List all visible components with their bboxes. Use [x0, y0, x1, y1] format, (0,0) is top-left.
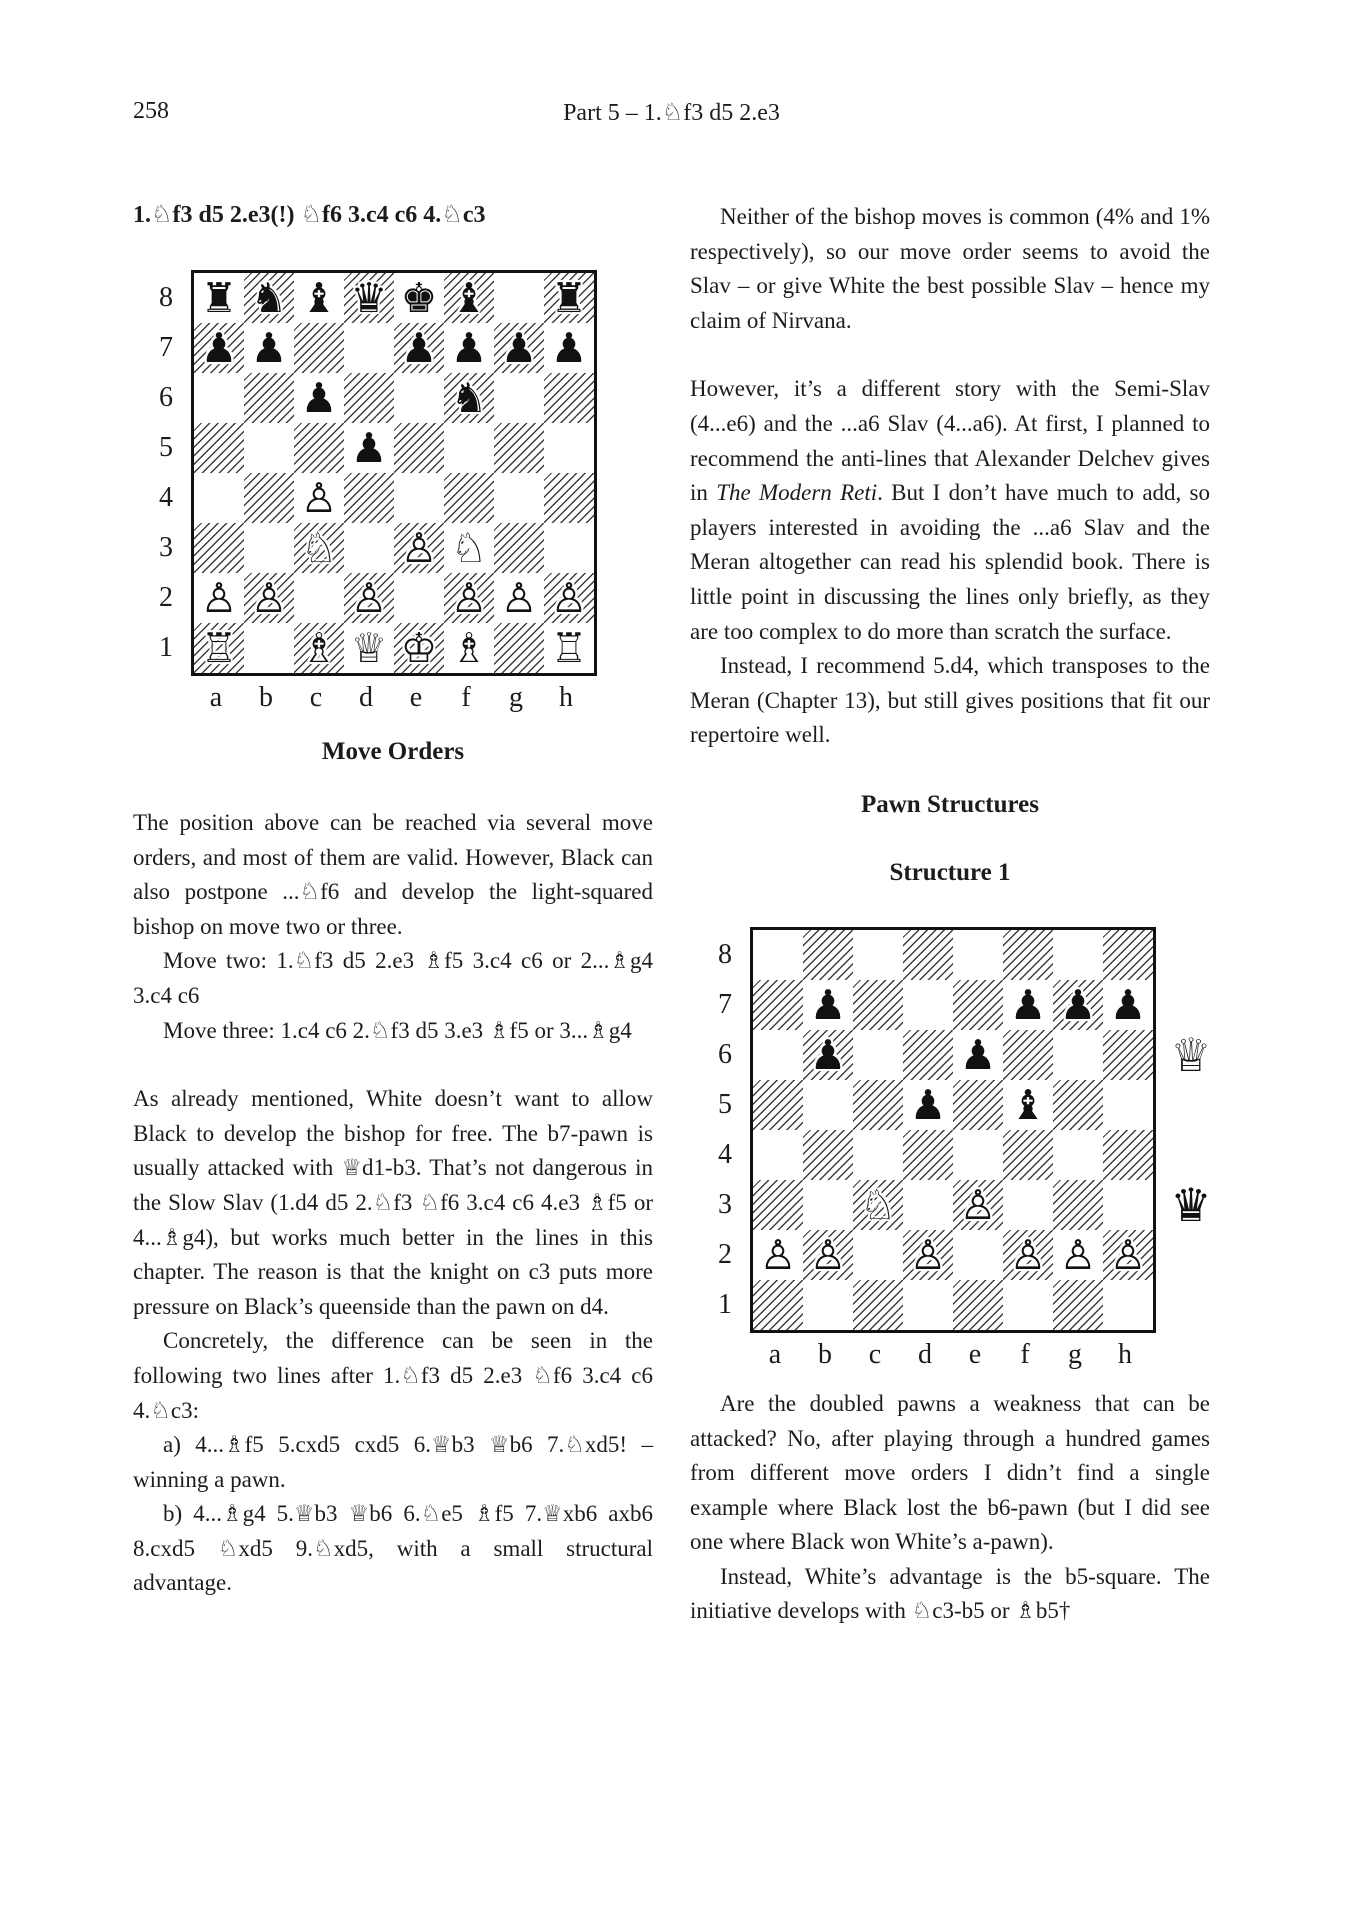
white-queen-margin-icon: ♕ [1170, 1027, 1212, 1082]
board-square-f5 [1003, 1080, 1053, 1130]
chess-piece: ♗ [450, 624, 488, 672]
chess-piece: ♟ [250, 324, 288, 372]
board-square-d5 [344, 423, 394, 473]
rank-label: 6 [718, 1038, 732, 1070]
chess-piece: ♚ [400, 274, 438, 322]
file-label: d [918, 1338, 932, 1370]
book-title-italic: The Modern Reti [716, 480, 878, 506]
board-square-b1 [803, 1280, 853, 1330]
rank-label: 5 [159, 432, 173, 463]
paragraph: Are the doubled pawns a weakness that can be attacked? No, after playing through a hundred games from different move orders I didn’t find a single example where Black lost the b6-pawn (but I did see one where Black won White’s a-pawn). [690, 1390, 1210, 1555]
board-square-g4 [494, 473, 544, 523]
file-label: g [509, 682, 523, 713]
board-square-h2 [544, 573, 594, 623]
chess-piece: ♜ [550, 274, 588, 322]
board-square-g6 [1053, 1030, 1103, 1080]
board-square-b8 [803, 930, 853, 980]
board-square-b4 [244, 473, 294, 523]
board-square-b8 [244, 273, 294, 323]
board-square-e3 [953, 1180, 1003, 1230]
board-square-f2 [444, 573, 494, 623]
diagram-caption: Move Orders [321, 738, 465, 765]
board-square-f7 [1003, 980, 1053, 1030]
chess-piece: ♝ [1009, 1080, 1047, 1129]
board-square-f1 [444, 623, 494, 673]
board-square-e2 [394, 573, 444, 623]
file-label: a [768, 1338, 782, 1370]
file-label: h [1118, 1338, 1132, 1370]
board-square-e4 [394, 473, 444, 523]
board-square-a1 [753, 1280, 803, 1330]
file-label: c [309, 682, 323, 713]
board-square-g7 [494, 323, 544, 373]
file-label: e [409, 682, 423, 713]
board-square-a4 [753, 1130, 803, 1180]
board-square-f6 [444, 373, 494, 423]
chess-piece: ♞ [450, 374, 488, 422]
board-square-b2 [244, 573, 294, 623]
board-square-e1 [394, 623, 444, 673]
file-label: h [559, 682, 573, 713]
board-square-h3 [544, 523, 594, 573]
chess-board [191, 270, 597, 676]
board-square-h2 [1103, 1230, 1153, 1280]
chess-piece: ♟ [500, 324, 538, 372]
board-square-h3 [1103, 1180, 1153, 1230]
chess-piece: ♙ [909, 1230, 947, 1279]
board-square-f1 [1003, 1280, 1053, 1330]
rank-labels [706, 930, 744, 1330]
board-square-g3 [1053, 1180, 1103, 1230]
right-column [690, 200, 1210, 1629]
file-label: g [1068, 1338, 1082, 1370]
paragraph-text: However, it’s a different story with the Semi-Slav (4...e6) and the ...a6 Slav (4...a6). At first, I planned to recommend the anti-lines that Alexander Delchev gives in [690, 376, 1210, 506]
chess-piece: ♟ [809, 980, 847, 1029]
board-square-e1 [953, 1280, 1003, 1330]
board-square-b3 [244, 523, 294, 573]
board-square-d7 [344, 323, 394, 373]
left-column [133, 200, 653, 1601]
file-labels [750, 1333, 1155, 1373]
rank-label: 2 [718, 1238, 732, 1270]
rank-label: 1 [718, 1288, 732, 1320]
board-square-c3 [853, 1180, 903, 1230]
chess-piece: ♙ [759, 1230, 797, 1279]
chess-piece: ♝ [450, 274, 488, 322]
board-square-g2 [1053, 1230, 1103, 1280]
board-square-d2 [344, 573, 394, 623]
chess-piece: ♞ [250, 274, 288, 322]
paragraph: b) 4...♗g4 5.♕b3 ♕b6 6.♘e5 ♗f5 7.♕xb6 axb6 8.cxd5 ♘xd5 9.♘xd5, with a small structural advantage. [133, 1501, 653, 1596]
board-square-e6 [394, 373, 444, 423]
board-square-e3 [394, 523, 444, 573]
board-square-f4 [1003, 1130, 1053, 1180]
board-square-h6 [1103, 1030, 1153, 1080]
board-square-c7 [853, 980, 903, 1030]
chess-piece: ♛ [350, 274, 388, 322]
board-square-g1 [1053, 1280, 1103, 1330]
board-square-f3 [444, 523, 494, 573]
chess-piece: ♙ [400, 524, 438, 572]
board-square-a6 [753, 1030, 803, 1080]
board-square-a2 [194, 573, 244, 623]
chess-piece: ♔ [400, 624, 438, 672]
board-square-d2 [903, 1230, 953, 1280]
board-square-c2 [853, 1230, 903, 1280]
rank-label: 2 [159, 582, 173, 613]
board-square-f3 [1003, 1180, 1053, 1230]
board-square-f4 [444, 473, 494, 523]
board-square-d1 [344, 623, 394, 673]
board-square-a7 [194, 323, 244, 373]
board-square-e5 [953, 1080, 1003, 1130]
board-square-h1 [1103, 1280, 1153, 1330]
board-square-g4 [1053, 1130, 1103, 1180]
rank-label: 7 [159, 332, 173, 363]
chess-piece: ♟ [809, 1030, 847, 1079]
chess-diagram-structure-1 [706, 927, 1212, 1373]
board-square-f5 [444, 423, 494, 473]
board-square-g3 [494, 523, 544, 573]
chess-piece: ♙ [550, 574, 588, 622]
board-square-a2 [753, 1230, 803, 1280]
board-square-h8 [1103, 930, 1153, 980]
board-square-g8 [1053, 930, 1103, 980]
board-square-d3 [903, 1180, 953, 1230]
chess-piece: ♙ [959, 1180, 997, 1229]
board-square-h7 [544, 323, 594, 373]
board-square-f8 [1003, 930, 1053, 980]
board-square-d8 [903, 930, 953, 980]
board-square-d5 [903, 1080, 953, 1130]
chess-piece: ♙ [1109, 1230, 1147, 1279]
chess-piece: ♙ [350, 574, 388, 622]
rank-label: 1 [159, 632, 173, 663]
board-square-c6 [853, 1030, 903, 1080]
board-square-c1 [853, 1280, 903, 1330]
board-square-b6 [803, 1030, 853, 1080]
board-square-a8 [753, 930, 803, 980]
board-square-a5 [753, 1080, 803, 1130]
board-square-a1 [194, 623, 244, 673]
board-square-g7 [1053, 980, 1103, 1030]
chess-piece: ♘ [300, 524, 338, 572]
file-label: b [818, 1338, 832, 1370]
rank-label: 6 [159, 382, 173, 413]
opening-moves-heading: 1.♘f3 d5 2.e3(!) ♘f6 3.c4 c6 4.♘c3 [133, 202, 486, 228]
file-label: c [868, 1338, 882, 1370]
chess-piece: ♙ [300, 474, 338, 522]
rank-label: 4 [159, 482, 173, 513]
board-square-b2 [803, 1230, 853, 1280]
chess-board [750, 927, 1156, 1333]
rank-labels [147, 273, 185, 673]
chess-piece: ♜ [200, 274, 238, 322]
rank-label: 3 [159, 532, 173, 563]
subsection-heading-structure-1: Structure 1 [889, 858, 1011, 886]
chess-piece: ♖ [200, 624, 238, 672]
board-square-e8 [394, 273, 444, 323]
chess-piece: ♗ [300, 624, 338, 672]
board-square-d4 [344, 473, 394, 523]
paragraph: The position above can be reached via several move orders, and most of them are valid. However, Black can also postpone ...♘f6 and develop the light-squared bishop on move two or three. [133, 810, 653, 939]
chess-piece: ♟ [1009, 980, 1047, 1029]
board-square-d8 [344, 273, 394, 323]
chess-piece: ♟ [400, 324, 438, 372]
chess-piece: ♙ [450, 574, 488, 622]
board-square-f7 [444, 323, 494, 373]
board-square-e4 [953, 1130, 1003, 1180]
board-square-c1 [294, 623, 344, 673]
file-label: f [1020, 1338, 1030, 1370]
chess-piece: ♟ [1059, 980, 1097, 1029]
board-square-c5 [294, 423, 344, 473]
board-square-h7 [1103, 980, 1153, 1030]
chess-piece: ♟ [450, 324, 488, 372]
board-square-a6 [194, 373, 244, 423]
board-square-g5 [494, 423, 544, 473]
running-header-title: Part 5 – 1.♘f3 d5 2.e3 [563, 100, 780, 126]
board-square-g6 [494, 373, 544, 423]
chess-piece: ♙ [809, 1230, 847, 1279]
board-square-h5 [544, 423, 594, 473]
paragraph: Concretely, the difference can be seen in the following two lines after 1.♘f3 d5 2.e3 ♘f6 3.c4 c6 4.♘c3: [133, 1328, 653, 1423]
board-square-a3 [194, 523, 244, 573]
page-number: 258 [133, 98, 169, 124]
board-square-h4 [1103, 1130, 1153, 1180]
board-square-c6 [294, 373, 344, 423]
board-square-e5 [394, 423, 444, 473]
chess-piece: ♘ [450, 524, 488, 572]
board-square-g5 [1053, 1080, 1103, 1130]
board-square-e8 [953, 930, 1003, 980]
board-square-d1 [903, 1280, 953, 1330]
chess-piece: ♙ [200, 574, 238, 622]
chess-piece: ♝ [300, 274, 338, 322]
board-square-b1 [244, 623, 294, 673]
paragraph: Move two: 1.♘f3 d5 2.e3 ♗f5 3.c4 c6 or 2...♗g4 3.c4 c6 [133, 948, 653, 1008]
chess-piece: ♟ [300, 374, 338, 422]
file-label: b [259, 682, 273, 713]
file-label: d [359, 682, 373, 713]
board-square-c4 [853, 1130, 903, 1180]
board-square-b4 [803, 1130, 853, 1180]
board-square-e7 [953, 980, 1003, 1030]
chess-piece: ♙ [250, 574, 288, 622]
board-square-g1 [494, 623, 544, 673]
chess-piece: ♟ [959, 1030, 997, 1079]
paragraph: Instead, White’s advantage is the b5-square. The initiative develops with ♘c3-b5 or ♗b5† [690, 1563, 1210, 1624]
paragraph: a) 4...♗f5 5.cxd5 cxd5 6.♕b3 ♕b6 7.♘xd5! – winning a pawn. [133, 1432, 653, 1492]
rank-label: 3 [718, 1188, 732, 1220]
board-square-f6 [1003, 1030, 1053, 1080]
board-square-a4 [194, 473, 244, 523]
board-square-d6 [903, 1030, 953, 1080]
chess-piece: ♟ [350, 424, 388, 472]
board-square-h1 [544, 623, 594, 673]
rank-label: 7 [718, 988, 732, 1020]
board-square-e6 [953, 1030, 1003, 1080]
chess-piece: ♙ [1009, 1230, 1047, 1279]
board-square-c4 [294, 473, 344, 523]
board-square-b3 [803, 1180, 853, 1230]
chess-diagram-move-orders [147, 270, 596, 716]
board-square-d6 [344, 373, 394, 423]
board-square-c3 [294, 523, 344, 573]
board-square-b5 [244, 423, 294, 473]
board-square-c8 [294, 273, 344, 323]
board-square-a8 [194, 273, 244, 323]
board-square-a5 [194, 423, 244, 473]
chess-piece: ♘ [859, 1180, 897, 1229]
chess-piece: ♟ [550, 324, 588, 372]
paragraph: Move three: 1.c4 c6 2.♘f3 d5 3.e3 ♗f5 or 3...♗g4 [163, 1017, 632, 1043]
board-square-h8 [544, 273, 594, 323]
board-square-a3 [753, 1180, 803, 1230]
chess-piece: ♙ [1059, 1230, 1097, 1279]
paragraph-text: . But I don’t have much to add, so players interested in avoiding the ...a6 Slav and the Meran altogether can read his splendid book. There is little point in discussing the lines only briefly, as they are too complex to do more than scratch the surface. [690, 480, 1211, 644]
chess-piece: ♙ [500, 574, 538, 622]
board-square-b5 [803, 1080, 853, 1130]
board-square-e7 [394, 323, 444, 373]
file-label: f [461, 682, 471, 713]
board-square-f8 [444, 273, 494, 323]
file-label: a [209, 682, 223, 713]
chess-piece: ♟ [200, 324, 238, 372]
board-square-d3 [344, 523, 394, 573]
paragraph: Instead, I recommend 5.d4, which transposes to the Meran (Chapter 13), but still gives positions that fit our repertoire well. [690, 653, 1210, 748]
board-square-d4 [903, 1130, 953, 1180]
chess-piece: ♖ [550, 624, 588, 672]
black-queen-margin-icon: ♛ [1170, 1177, 1212, 1232]
board-square-h4 [544, 473, 594, 523]
rank-label: 8 [159, 282, 173, 313]
section-heading-pawn-structures: Pawn Structures [860, 790, 1039, 818]
board-square-a7 [753, 980, 803, 1030]
board-square-e2 [953, 1230, 1003, 1280]
rank-label: 4 [718, 1138, 732, 1170]
board-square-c8 [853, 930, 903, 980]
board-square-b7 [244, 323, 294, 373]
board-square-c5 [853, 1080, 903, 1130]
chess-piece: ♟ [1109, 980, 1147, 1029]
board-square-c7 [294, 323, 344, 373]
paragraph: As already mentioned, White doesn’t want to allow Black to develop the bishop for free. The b7-pawn is usually attacked with ♕d1-b3. That’s not dangerous in the Slow Slav (1.d4 d5 2.♘f3 ♘f6 3.c4 c6 4.e3 ♗f5 or 4...♗g4), but works much better in the lines in this chapter. The reason is that the knight on c3 puts more pressure on Black’s queenside than the pawn on d4. [133, 1086, 653, 1319]
board-square-h5 [1103, 1080, 1153, 1130]
rank-label: 8 [718, 938, 732, 970]
paragraph: Neither of the bishop moves is common (4% and 1% respectively), so our move order seems to avoid the Slav – or give White the best possible Slav – hence my claim of Nirvana. [690, 204, 1210, 333]
file-label: e [968, 1338, 982, 1370]
board-square-b7 [803, 980, 853, 1030]
board-square-b6 [244, 373, 294, 423]
paragraph [690, 372, 1210, 649]
board-square-c2 [294, 573, 344, 623]
board-square-g8 [494, 273, 544, 323]
board-square-d7 [903, 980, 953, 1030]
board-square-g2 [494, 573, 544, 623]
board-square-h6 [544, 373, 594, 423]
board-square-f2 [1003, 1230, 1053, 1280]
chess-piece: ♕ [350, 624, 388, 672]
file-labels [191, 676, 596, 716]
rank-label: 5 [718, 1088, 732, 1120]
chess-piece: ♟ [909, 1080, 947, 1129]
